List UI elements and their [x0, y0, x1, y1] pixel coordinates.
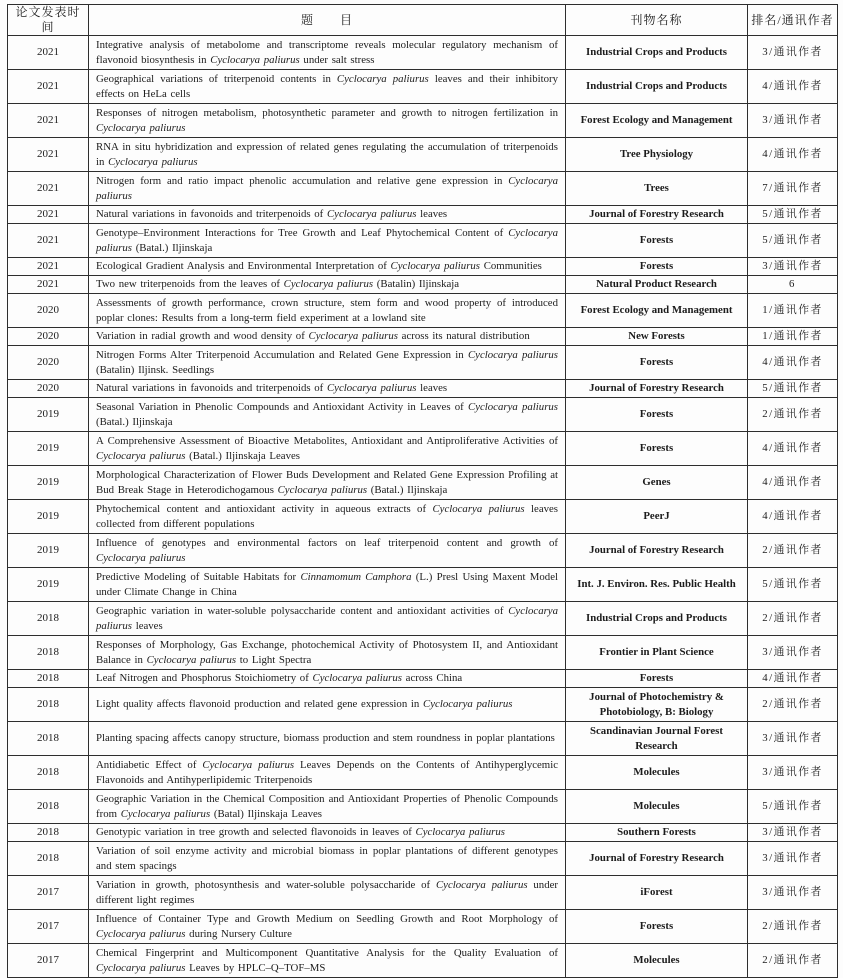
year-cell: 2017 [8, 944, 89, 978]
table-row [8, 688, 838, 722]
table-row [8, 756, 838, 790]
table-row [8, 224, 838, 258]
rank-cell: 5/通讯作者 [748, 380, 838, 398]
title-cell: Antidiabetic Effect of Cyclocarya paliurus Leaves Depends on the Contents of Antihyperglycemic Flavonoids and Antihyperlipidemic Triterpenoids [89, 756, 566, 790]
rank-cell: 7/通讯作者 [748, 172, 838, 206]
year-cell: 2019 [8, 568, 89, 602]
journal-cell: Forests [566, 910, 748, 944]
year-cell: 2018 [8, 688, 89, 722]
rank-cell: 2/通讯作者 [748, 602, 838, 636]
title-cell: Leaf Nitrogen and Phosphorus Stoichiometry of Cyclocarya paliurus across China [89, 670, 566, 688]
table-row [8, 790, 838, 824]
title-cell: Planting spacing affects canopy structure, biomass production and stem roundness in poplar plantations [89, 722, 566, 756]
journal-cell: Molecules [566, 944, 748, 978]
table-row [8, 636, 838, 670]
table-row [8, 346, 838, 380]
table-row [8, 910, 838, 944]
year-cell: 2017 [8, 910, 89, 944]
rank-cell: 3/通讯作者 [748, 258, 838, 276]
year-cell: 2018 [8, 824, 89, 842]
rank-cell: 2/通讯作者 [748, 688, 838, 722]
journal-cell: Forests [566, 258, 748, 276]
table-row [8, 258, 838, 276]
title-cell: Assessments of growth performance, crown structure, stem form and wood property of introduced poplar clones: Results from a long-term field experiment at a lowland site [89, 294, 566, 328]
col-header-rank: 排名/通讯作者 [748, 5, 838, 36]
rank-cell: 5/通讯作者 [748, 790, 838, 824]
title-cell: Variation in growth, photosynthesis and water-soluble polysaccharide of Cyclocarya paliurus under different light regimes [89, 876, 566, 910]
journal-cell: Genes [566, 466, 748, 500]
journal-cell: Journal of Forestry Research [566, 842, 748, 876]
rank-cell: 6 [748, 276, 838, 294]
rank-cell: 3/通讯作者 [748, 842, 838, 876]
title-cell: Influence of Container Type and Growth Medium on Seedling Growth and Root Morphology of Cyclocarya paliurus during Nursery Culture [89, 910, 566, 944]
year-cell: 2021 [8, 70, 89, 104]
title-cell: Influence of genotypes and environmental factors on leaf triterpenoid content and growth of Cyclocarya paliurus [89, 534, 566, 568]
rank-cell: 2/通讯作者 [748, 910, 838, 944]
rank-cell: 5/通讯作者 [748, 568, 838, 602]
year-cell: 2020 [8, 328, 89, 346]
title-cell: Natural variations in favonoids and triterpenoids of Cyclocarya paliurus leaves [89, 380, 566, 398]
rank-cell: 4/通讯作者 [748, 346, 838, 380]
rank-cell: 4/通讯作者 [748, 500, 838, 534]
journal-cell: Scandinavian Journal Forest Research [566, 722, 748, 756]
year-cell: 2021 [8, 206, 89, 224]
title-cell: Morphological Characterization of Flower Buds Development and Related Gene Expression Profiling at Bud Break Stage in Heterodichogamous Cyclocarya paliurus (Batal.) Iljinskaja [89, 466, 566, 500]
journal-cell: Forests [566, 346, 748, 380]
journal-cell: Int. J. Environ. Res. Public Health [566, 568, 748, 602]
table-body [8, 36, 838, 978]
title-cell: Integrative analysis of metabolome and transcriptome reveals molecular regulatory mechanism of flavonoid biosynthesis in Cyclocarya paliurus under salt stress [89, 36, 566, 70]
journal-cell: Forest Ecology and Management [566, 294, 748, 328]
title-cell: Geographic Variation in the Chemical Composition and Antioxidant Properties of Phenolic Compounds from Cyclocarya paliurus (Batal) Iljinskaja Leaves [89, 790, 566, 824]
table-row [8, 722, 838, 756]
journal-cell: Frontier in Plant Science [566, 636, 748, 670]
col-header-journal: 刊物名称 [566, 5, 748, 36]
rank-cell: 4/通讯作者 [748, 138, 838, 172]
table-row [8, 172, 838, 206]
header-row [8, 5, 838, 36]
journal-cell: Journal of Photochemistry & Photobiology, B: Biology [566, 688, 748, 722]
title-cell: Chemical Fingerprint and Multicomponent Quantitative Analysis for the Quality Evaluation of Cyclocarya paliurus Leaves by HPLC–Q–TOF–MS [89, 944, 566, 978]
journal-cell: Journal of Forestry Research [566, 206, 748, 224]
rank-cell: 3/通讯作者 [748, 756, 838, 790]
year-cell: 2021 [8, 138, 89, 172]
table-row [8, 500, 838, 534]
rank-cell: 4/通讯作者 [748, 432, 838, 466]
year-cell: 2017 [8, 876, 89, 910]
journal-cell: Trees [566, 172, 748, 206]
table-row [8, 294, 838, 328]
year-cell: 2018 [8, 790, 89, 824]
title-cell: Geographical variations of triterpenoid contents in Cyclocarya paliurus leaves and their inhibitory effects on HeLa cells [89, 70, 566, 104]
title-cell: Genotypic variation in tree growth and selected flavonoids in leaves of Cyclocarya paliurus [89, 824, 566, 842]
title-cell: Predictive Modeling of Suitable Habitats for Cinnamomum Camphora (L.) Presl Using Maxent Model under Climate Change in China [89, 568, 566, 602]
year-cell: 2018 [8, 670, 89, 688]
table-row [8, 70, 838, 104]
table-row [8, 876, 838, 910]
rank-cell: 4/通讯作者 [748, 70, 838, 104]
journal-cell: New Forests [566, 328, 748, 346]
journal-cell: Forests [566, 432, 748, 466]
journal-cell: Southern Forests [566, 824, 748, 842]
title-cell: Variation in radial growth and wood density of Cyclocarya paliurus across its natural distribution [89, 328, 566, 346]
journal-cell: Natural Product Research [566, 276, 748, 294]
title-cell: Two new triterpenoids from the leaves of Cyclocarya paliurus (Batalin) Iljinskaja [89, 276, 566, 294]
table-row [8, 842, 838, 876]
year-cell: 2019 [8, 534, 89, 568]
journal-cell: Molecules [566, 756, 748, 790]
table-row [8, 670, 838, 688]
year-cell: 2021 [8, 258, 89, 276]
journal-cell: Journal of Forestry Research [566, 534, 748, 568]
publications-table [7, 4, 838, 978]
journal-cell: Journal of Forestry Research [566, 380, 748, 398]
year-cell: 2019 [8, 500, 89, 534]
table-row [8, 206, 838, 224]
rank-cell: 4/通讯作者 [748, 466, 838, 500]
rank-cell: 3/通讯作者 [748, 722, 838, 756]
journal-cell: Forest Ecology and Management [566, 104, 748, 138]
year-cell: 2020 [8, 294, 89, 328]
table-row [8, 398, 838, 432]
journal-cell: Forests [566, 224, 748, 258]
rank-cell: 5/通讯作者 [748, 224, 838, 258]
journal-cell: Industrial Crops and Products [566, 70, 748, 104]
journal-cell: Industrial Crops and Products [566, 36, 748, 70]
rank-cell: 5/通讯作者 [748, 206, 838, 224]
table-row [8, 824, 838, 842]
journal-cell: PeerJ [566, 500, 748, 534]
title-cell: Nitrogen form and ratio impact phenolic accumulation and relative gene expression in Cyclocarya paliurus [89, 172, 566, 206]
col-header-year: 论文发表时间 [8, 5, 89, 36]
rank-cell: 2/通讯作者 [748, 944, 838, 978]
rank-cell: 3/通讯作者 [748, 876, 838, 910]
rank-cell: 1/通讯作者 [748, 294, 838, 328]
table-row [8, 534, 838, 568]
table-row [8, 568, 838, 602]
title-cell: Natural variations in favonoids and triterpenoids of Cyclocarya paliurus leaves [89, 206, 566, 224]
table-row [8, 432, 838, 466]
table-row [8, 466, 838, 500]
title-cell: Variation of soil enzyme activity and microbial biomass in poplar plantations of different genotypes and stem spacings [89, 842, 566, 876]
journal-cell: iForest [566, 876, 748, 910]
table-row [8, 328, 838, 346]
rank-cell: 3/通讯作者 [748, 636, 838, 670]
col-header-title: 题 目 [89, 5, 566, 36]
year-cell: 2018 [8, 636, 89, 670]
title-cell: Responses of nitrogen metabolism, photosynthetic parameter and growth to nitrogen fertilization in Cyclocarya paliurus [89, 104, 566, 138]
year-cell: 2021 [8, 172, 89, 206]
year-cell: 2018 [8, 756, 89, 790]
year-cell: 2020 [8, 346, 89, 380]
rank-cell: 4/通讯作者 [748, 670, 838, 688]
rank-cell: 3/通讯作者 [748, 36, 838, 70]
title-cell: Responses of Morphology, Gas Exchange, photochemical Activity of Photosystem II, and Antioxidant Balance in Cyclocarya paliurus to Light Spectra [89, 636, 566, 670]
table-row [8, 104, 838, 138]
rank-cell: 3/通讯作者 [748, 824, 838, 842]
title-cell: Phytochemical content and antioxidant activity in aqueous extracts of Cyclocarya paliurus leaves collected from different populations [89, 500, 566, 534]
year-cell: 2019 [8, 432, 89, 466]
year-cell: 2019 [8, 398, 89, 432]
rank-cell: 2/通讯作者 [748, 398, 838, 432]
table-row [8, 944, 838, 978]
year-cell: 2018 [8, 602, 89, 636]
year-cell: 2021 [8, 224, 89, 258]
journal-cell: Industrial Crops and Products [566, 602, 748, 636]
table-row [8, 602, 838, 636]
journal-cell: Tree Physiology [566, 138, 748, 172]
table-row [8, 36, 838, 70]
title-cell: Genotype–Environment Interactions for Tree Growth and Leaf Phytochemical Content of Cyclocarya paliurus (Batal.) Iljinskaja [89, 224, 566, 258]
year-cell: 2021 [8, 36, 89, 70]
journal-cell: Forests [566, 670, 748, 688]
table-row [8, 276, 838, 294]
journal-cell: Forests [566, 398, 748, 432]
title-cell: A Comprehensive Assessment of Bioactive Metabolites, Antioxidant and Antiproliferative Activities of Cyclocarya paliurus (Batal.) Iljinskaja Leaves [89, 432, 566, 466]
table-row [8, 138, 838, 172]
title-cell: RNA in situ hybridization and expression of related genes regulating the accumulation of triterpenoids in Cyclocarya paliurus [89, 138, 566, 172]
title-cell: Seasonal Variation in Phenolic Compounds and Antioxidant Activity in Leaves of Cyclocarya paliurus (Batal.) Iljinskaja [89, 398, 566, 432]
year-cell: 2019 [8, 466, 89, 500]
rank-cell: 2/通讯作者 [748, 534, 838, 568]
rank-cell: 3/通讯作者 [748, 104, 838, 138]
table-row [8, 380, 838, 398]
rank-cell: 1/通讯作者 [748, 328, 838, 346]
title-cell: Ecological Gradient Analysis and Environmental Interpretation of Cyclocarya paliurus Communities [89, 258, 566, 276]
year-cell: 2021 [8, 276, 89, 294]
title-cell: Nitrogen Forms Alter Triterpenoid Accumulation and Related Gene Expression in Cyclocarya paliurus (Batalin) Iljinsk. Seedlings [89, 346, 566, 380]
year-cell: 2018 [8, 722, 89, 756]
year-cell: 2018 [8, 842, 89, 876]
year-cell: 2021 [8, 104, 89, 138]
year-cell: 2020 [8, 380, 89, 398]
journal-cell: Molecules [566, 790, 748, 824]
title-cell: Geographic variation in water-soluble polysaccharide content and antioxidant activities of Cyclocarya paliurus leaves [89, 602, 566, 636]
title-cell: Light quality affects flavonoid production and related gene expression in Cyclocarya paliurus [89, 688, 566, 722]
